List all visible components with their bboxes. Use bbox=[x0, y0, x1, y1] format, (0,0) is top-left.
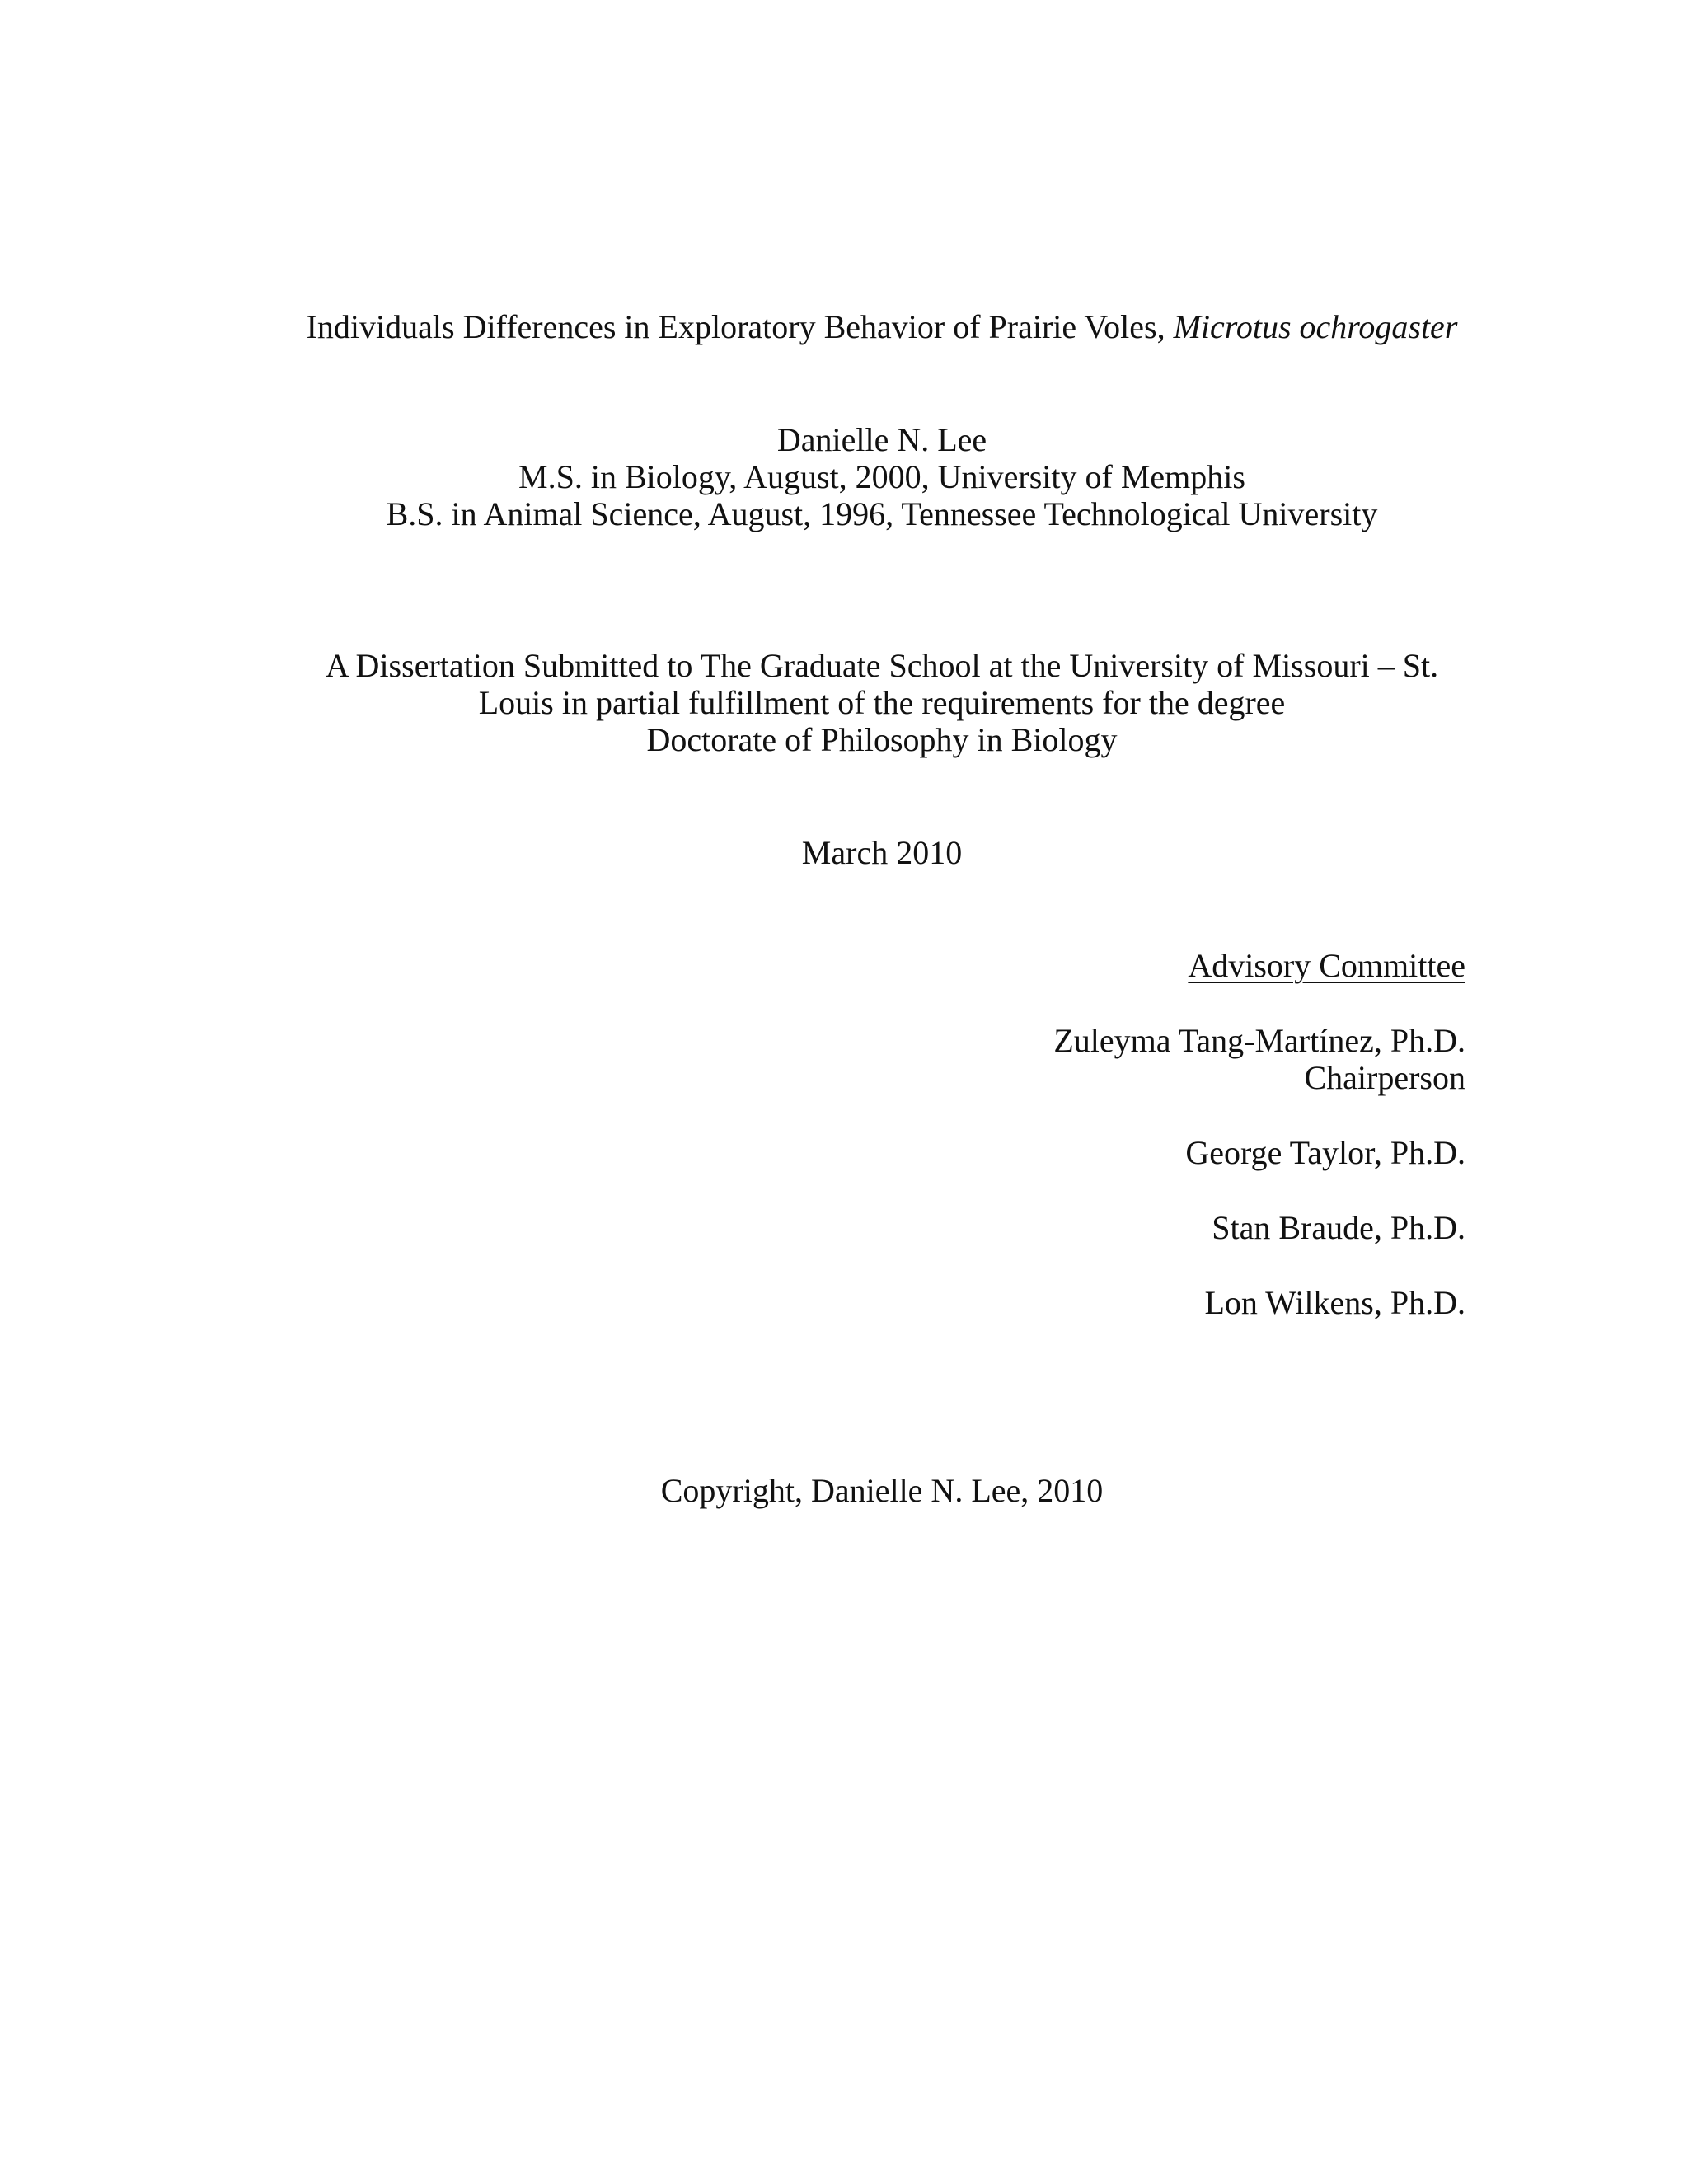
author-name: Danielle N. Lee bbox=[776, 421, 987, 458]
committee-member-name: Stan Braude, Ph.D. bbox=[1212, 1209, 1465, 1246]
title-main: Individuals Differences in Exploratory Behavior of Prairie Voles, bbox=[306, 308, 1165, 345]
submission-date: March 2010 bbox=[801, 834, 963, 871]
submission-line-1: A Dissertation Submitted to The Graduate School at the University of Missouri – St. bbox=[325, 647, 1439, 684]
author-degree-ms: M.S. in Biology, August, 2000, University of Memphis bbox=[518, 458, 1245, 495]
submission-line-2: Louis in partial fulfillment of the requirements for the degree bbox=[478, 684, 1286, 721]
submission-line-3: Doctorate of Philosophy in Biology bbox=[646, 721, 1118, 758]
committee-member-name: Zuleyma Tang-Martínez, Ph.D. bbox=[1053, 1022, 1465, 1059]
copyright-notice: Copyright, Danielle N. Lee, 2010 bbox=[660, 1472, 1104, 1509]
author-degree-bs: B.S. in Animal Science, August, 1996, Tennessee Technological University bbox=[386, 495, 1378, 532]
committee-member-name: George Taylor, Ph.D. bbox=[1185, 1134, 1465, 1171]
dissertation-title bbox=[0, 308, 1688, 346]
committee-member-role: Chairperson bbox=[1304, 1059, 1465, 1096]
committee-member-name: Lon Wilkens, Ph.D. bbox=[1204, 1284, 1465, 1321]
committee-heading: Advisory Committee bbox=[1188, 947, 1465, 984]
title-species: Microtus ochrogaster bbox=[1173, 308, 1458, 345]
